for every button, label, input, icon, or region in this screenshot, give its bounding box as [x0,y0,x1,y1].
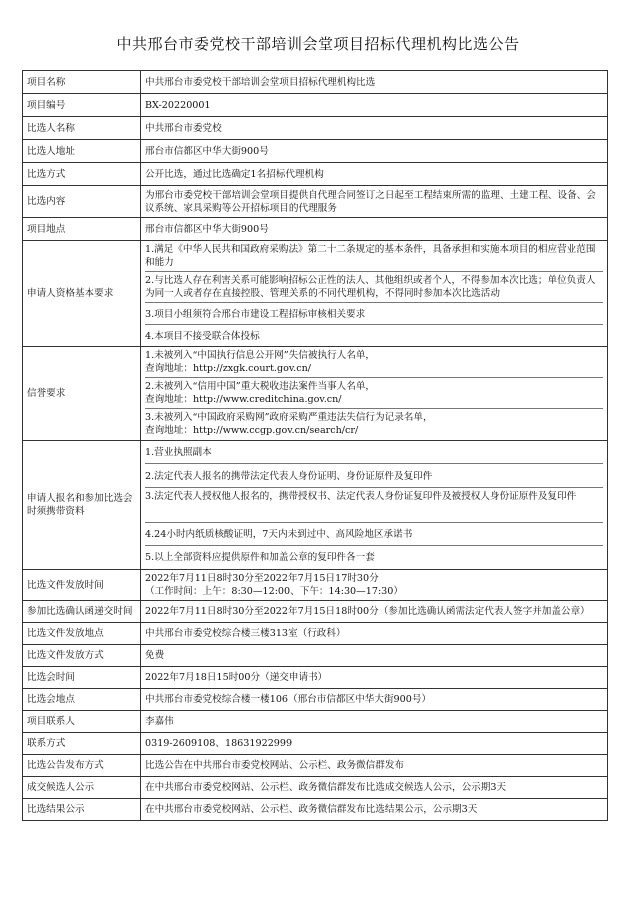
credit-row [23,347,608,441]
row-label: 比选人地址 [23,140,141,163]
row-label: 比选内容 [23,186,141,218]
table-row [23,570,608,601]
table-row [23,755,608,777]
info-table [22,70,608,821]
row-label: 比选人名称 [23,117,141,140]
table-row [23,140,608,163]
list-item: 3.项目小组须符合邢台市建设工程招标审核相关要求 [145,303,603,325]
credit-text: 1.未被列入“中国执行信息公开网”失信被执行人名单， [145,350,376,361]
row-label: 比选结果公示 [23,799,141,821]
row-value: 中共邢台市委党校综合楼三楼313室（行政科） [141,623,608,645]
credit-link: 查询地址：http://www.ccgp.gov.cn/search/cr/ [145,425,359,436]
table-row [23,218,608,241]
row-label: 参加比选确认函递交时间 [23,601,141,623]
row-value: 中共邢台市委党校综合楼一楼106（邢台市信都区中华大街900号） [141,689,608,711]
row-value: 在中共邢台市委党校网站、公示栏、政务微信群发布比选结果公示，公示期3天 [141,799,608,821]
row-label: 比选方式 [23,163,141,186]
table-row [23,601,608,623]
row-label: 信誉要求 [23,347,141,441]
row-value: 免费 [141,645,608,667]
row-value: 比选公告在中共邢台市委党校网站、公示栏、政务微信群发布 [141,755,608,777]
row-value: 中共邢台市委党校 [141,117,608,140]
schedule-range: 2022年7月11日8时30分至2022年7月15日17时30分 [145,573,379,584]
row-label: 项目名称 [23,71,141,94]
schedule-hours: （工作时间：上午：8:30—12:00、下午：14:30—17:30） [145,586,403,597]
row-value: 公开比选，通过比选确定1名招标代理机构 [141,163,608,186]
list-item [145,378,603,409]
table-row [23,94,608,117]
table-row [23,733,608,755]
row-label: 比选文件发放方式 [23,645,141,667]
list-item: 2.法定代表人报名的携带法定代表人身份证明、身份证原件及复印件 [145,464,603,488]
row-label: 申请人报名和参加比选会时须携带资料 [23,441,141,570]
row-label: 比选会时间 [23,667,141,689]
row-label: 项目联系人 [23,711,141,733]
row-value: 在中共邢台市委党校网站、公示栏、政务微信群发布比选成交候选人公示，公示期3天 [141,777,608,799]
credit-link: 查询地址：http://zxgk.court.gov.cn/ [145,363,312,374]
row-label: 成交候选人公示 [23,777,141,799]
row-value: 中共邢台市委党校干部培训会堂项目招标代理机构比选 [141,71,608,94]
row-label: 比选会地点 [23,689,141,711]
row-label: 比选文件发放地点 [23,623,141,645]
table-row [23,117,608,140]
table-row [23,645,608,667]
row-value: 邢台市信都区中华大街900号 [141,140,608,163]
list-item: 1.满足《中华人民共和国政府采购法》第二十二条规定的基本条件，具备承担和实施本项目的相应营业范围和能力 [145,241,603,272]
document-title: 中共邢台市委党校干部培训会堂项目招标代理机构比选公告 [116,35,520,53]
table-row [23,186,608,218]
list-item [145,347,603,378]
credit-text: 2.未被列入“信用中国”重大税收违法案件当事人名单， [145,381,376,392]
table-row [23,71,608,94]
list-item: 2.与比选人存在利害关系可能影响招标公正性的法人、其他组织或者个人，不得参加本次比选；单位负责人为同一人或者存在直接控股、管理关系的不同代理机构，不得同时参加本次比选活动 [145,272,603,303]
row-value: 为邢台市委党校干部培训会堂项目提供自代理合同签订之日起至工程结束所需的监理、土建工程、设备、会议系统、家具采购等公开招标项目的代理服务 [141,186,608,218]
row-label: 比选文件发放时间 [23,570,141,601]
list-item: 4.本项目不接受联合体投标 [145,331,260,342]
list-item [145,409,603,440]
row-value: 李嘉伟 [141,711,608,733]
row-label: 申请人资格基本要求 [23,241,141,347]
table-row [23,667,608,689]
table-row [23,689,608,711]
list-item: 4.24小时内纸质核酸证明，7天内未到过中、高风险地区承诺书 [145,523,603,546]
qualification-row [23,241,608,347]
table-row [23,623,608,645]
row-label: 联系方式 [23,733,141,755]
table-row [23,163,608,186]
row-value: BX-20220001 [141,94,608,117]
row-label: 项目编号 [23,94,141,117]
row-label: 项目地点 [23,218,141,241]
row-value: 0319-2609108、18631922999 [141,733,608,755]
row-value: 2022年7月18日15时00分（递交申请书） [141,667,608,689]
list-item: 3.法定代表人授权他人报名的，携带授权书、法定代表人身份证复印件及被授权人身份证原件及复印件 [145,488,603,523]
list-item: 5.以上全部资料应提供原件和加盖公章的复印件各一套 [145,552,375,563]
credit-text: 3.未被列入“中国政府采购网”政府采购严重违法失信行为记录名单， [145,412,433,423]
materials-row [23,441,608,570]
row-label: 比选公告发布方式 [23,755,141,777]
table-row [23,799,608,821]
row-value: 2022年7月11日8时30分至2022年7月15日18时00分（参加比选确认函需法定代表人签字并加盖公章） [141,601,608,623]
row-value: 邢台市信都区中华大街900号 [141,218,608,241]
list-item: 1.营业执照副本 [145,441,603,464]
table-row [23,711,608,733]
credit-link: 查询地址：http://www.creditchina.gov.cn/ [145,394,342,405]
table-row [23,777,608,799]
